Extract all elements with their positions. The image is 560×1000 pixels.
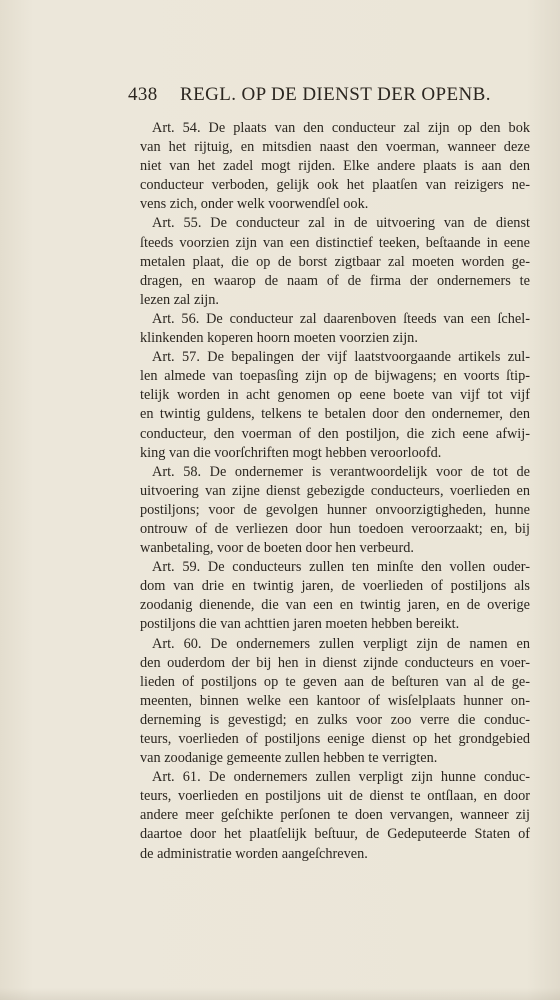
text-line: postiljons die van achttien jaren moeten hebben bereikt. [140, 616, 460, 633]
page-edge-shadow [0, 988, 560, 1000]
text-line: Art. 61. De ondernemers zullen verpligt zijn hunne conduc- [152, 769, 530, 786]
text-line: den ouderdom der bij hen in dienst zijnde conducteurs en voer- [140, 654, 530, 671]
text-line: ſteeds voorzien zijn van een distinctief teeken, beſtaande in eene [140, 234, 530, 251]
text-line: daartoe door het plaatſelijk beſtuur, de Gedeputeerde Staten of [140, 826, 530, 843]
text-line: meenten, binnen welke een kantoor of wisſelplaats hunner on- [140, 692, 530, 709]
text-line: lezen zal zijn. [140, 291, 219, 308]
text-line: wanbetaling, voor de boeten door hen verbeurd. [140, 540, 414, 557]
text-line: conducteur, den voerman of den postiljon, die zich eene afwij- [140, 425, 530, 442]
text-line: Art. 60. De ondernemers zullen verpligt zijn de namen en [152, 635, 530, 652]
text-line: de administratie worden aangeſchreven. [140, 845, 368, 862]
text-line: Art. 59. De conducteurs zullen ten minſte den vollen ouder- [152, 559, 530, 576]
text-line: zoodanig dienende, die van een en twintig jaren, en de overige [140, 597, 530, 614]
text-line: Art. 55. De conducteur zal in de uitvoering van de dienst [152, 215, 530, 232]
page-header [128, 84, 528, 106]
text-line: van zoodanige gemeente zullen hebben te verrigten. [140, 750, 438, 767]
text-line: dom van drie en twintig jaren, de voerlieden of postiljons als [140, 578, 530, 595]
text-line: lieden of postiljons op te geven aan de beſturen van al de ge- [140, 673, 530, 690]
text-line: conducteur verboden, gelijk ook het plaatſen van reizigers ne- [140, 177, 530, 194]
text-line: en twintig guldens, telkens te betalen door den ondernemer, den [140, 406, 530, 423]
text-line: teurs, voerlieden of postiljons eenige dienst op het grondgebied [140, 731, 530, 747]
text-line: Art. 58. De ondernemer is verantwoordelijk voor de tot de [152, 463, 530, 480]
text-line: king van die voorſchriften mogt hebben veroorloofd. [140, 444, 442, 461]
text-line: teurs, voerlieden en postiljons uit de dienst te ontſlaan, en door [140, 788, 530, 805]
text-line: niet van het zadel mogt rijden. Elke andere plaats is aan den [140, 158, 530, 175]
text-line: vens zich, onder welk voorwendſel ook. [140, 196, 369, 213]
text-line: dragen, en waarop de naam of de firma der ondernemers te [140, 272, 530, 289]
running-title: REGL. OP DE DIENST DER OPENB. [180, 84, 491, 105]
text-line: klinkenden koperen hoorn moeten voorzien zijn. [140, 330, 418, 347]
page-number: 438 [128, 84, 158, 105]
text-line: len almede van toepasſing zijn op de bijwagens; en voorts ſtip- [140, 368, 530, 385]
text-line: postiljons; voor de gevolgen hunner onvoorzigtigheden, hunne [140, 501, 530, 518]
text-line: telijk worden in acht genomen op eene boete van vijf tot vijf [140, 387, 530, 404]
text-line: Art. 56. De conducteur zal daarenboven ſteeds van een ſchel- [152, 310, 530, 327]
text-line: Art. 57. De bepalingen der vijf laatstvoorgaande artikels zul- [152, 349, 530, 366]
text-line: Art. 54. De plaats van den conducteur zal zijn op den bok [152, 120, 530, 136]
text-line: andere meer geſchikte perſonen te doen vervangen, wanneer zij [140, 807, 530, 824]
text-line: metalen plaat, die op de borst zigtbaar zal moeten worden ge- [140, 253, 530, 270]
text-line: derneming is gevestigd; en zulks voor zoo verre die conduc- [140, 711, 530, 728]
body-text [140, 119, 530, 864]
text-line: van het rijtuig, en mitsdien naast den voerman, wanneer deze [140, 139, 530, 156]
text-line: uitvoering van zijne dienst gebezigde conducteurs, voerlieden en [140, 482, 530, 499]
text-line: ontrouw of de verliezen door hun toedoen veroorzaakt; en, bij [140, 520, 530, 537]
